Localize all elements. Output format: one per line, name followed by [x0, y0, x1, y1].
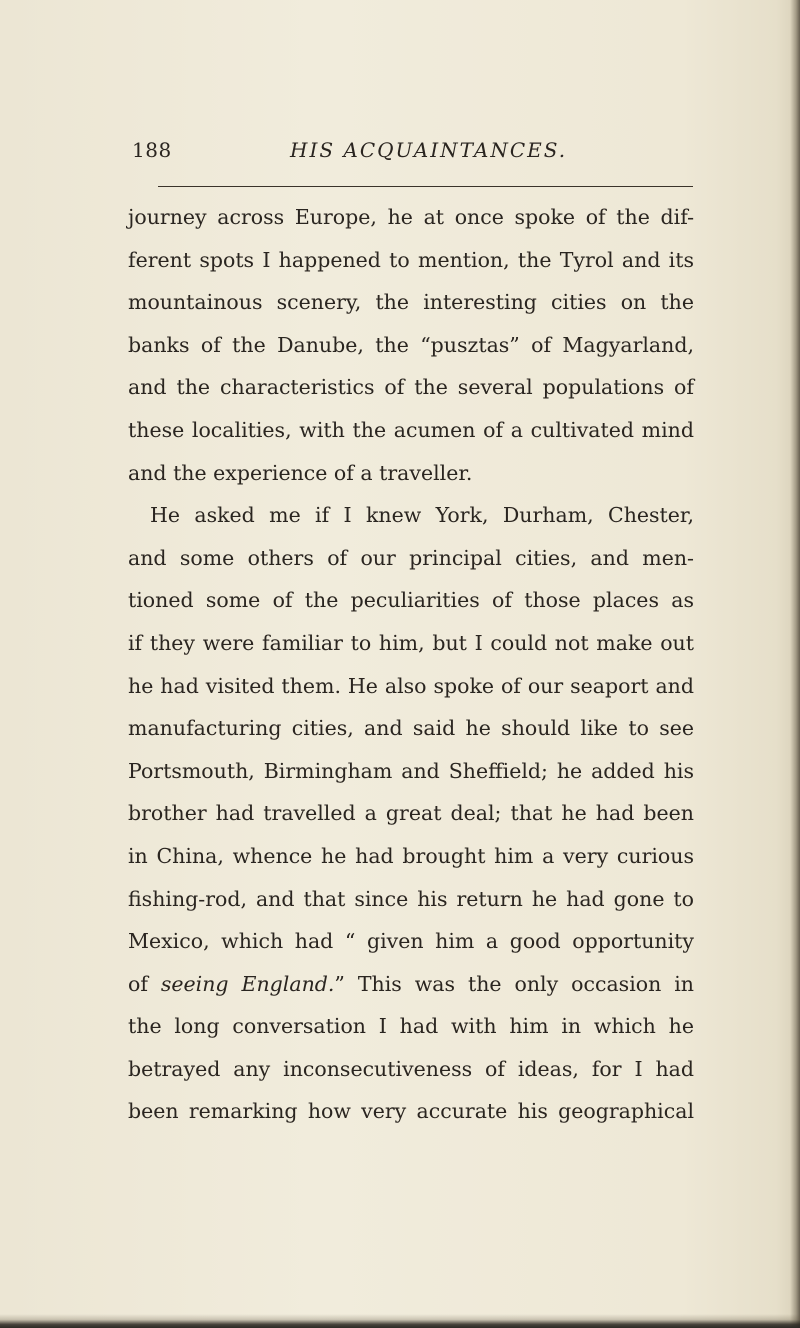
page-header [132, 138, 692, 168]
running-head: HIS ACQUAINTANCES. [290, 138, 568, 162]
text-line: and the experience of a traveller. [128, 460, 473, 485]
text-line: and some others of our principal cities, and men- [128, 545, 694, 570]
page-number: 188 [132, 138, 172, 162]
text-line: tioned some of the peculiarities of those places as [128, 588, 694, 613]
line-suffix: ” This was the only occasion in [334, 971, 695, 996]
text-line: fishing-rod, and that since his return he had gone to [128, 886, 694, 911]
text-line: he had visited them. He also spoke of our seaport and [128, 673, 694, 698]
text-line: manufacturing cities, and said he should like to see [128, 716, 694, 741]
text-line: and the characteristics of the several populations of [128, 375, 694, 400]
page-edge-shadow [790, 0, 800, 1328]
header-rule [158, 186, 693, 187]
text-line: been remarking how very accurate his geographical [128, 1099, 694, 1124]
text-line: Portsmouth, Birmingham and Sheffield; he added his [128, 758, 694, 783]
text-line: in China, whence he had brought him a very curious [128, 843, 694, 868]
text-line: journey across Europe, he at once spoke of the dif- [128, 205, 694, 229]
text-line: if they were familiar to him, but I could not make out [128, 630, 694, 655]
text-line-italic-phrase [128, 963, 694, 1006]
line-prefix: of [128, 971, 161, 996]
paragraph-start-line: He asked me if I knew York, Durham, Chester, [150, 503, 694, 528]
text-line: betrayed any inconsecutiveness of ideas, for I had [128, 1056, 694, 1081]
text-line: banks of the Danube, the “pusztas” of Magyarland, [128, 332, 694, 357]
text-line: mountainous scenery, the interesting cities on the [128, 290, 694, 315]
text-line: these localities, with the acumen of a cultivated mind [128, 417, 694, 442]
text-line: ferent spots I happened to mention, the Tyrol and its [128, 247, 694, 272]
text-line: brother had travelled a great deal; that he had been [128, 801, 694, 826]
page-bottom-shadow [0, 1314, 800, 1328]
text-line: Mexico, which had “ given him a good opportunity [128, 929, 694, 954]
body-text [128, 196, 694, 1133]
italic-phrase: seeing England. [160, 971, 335, 996]
text-line: the long conversation I had with him in which he [128, 1014, 694, 1039]
